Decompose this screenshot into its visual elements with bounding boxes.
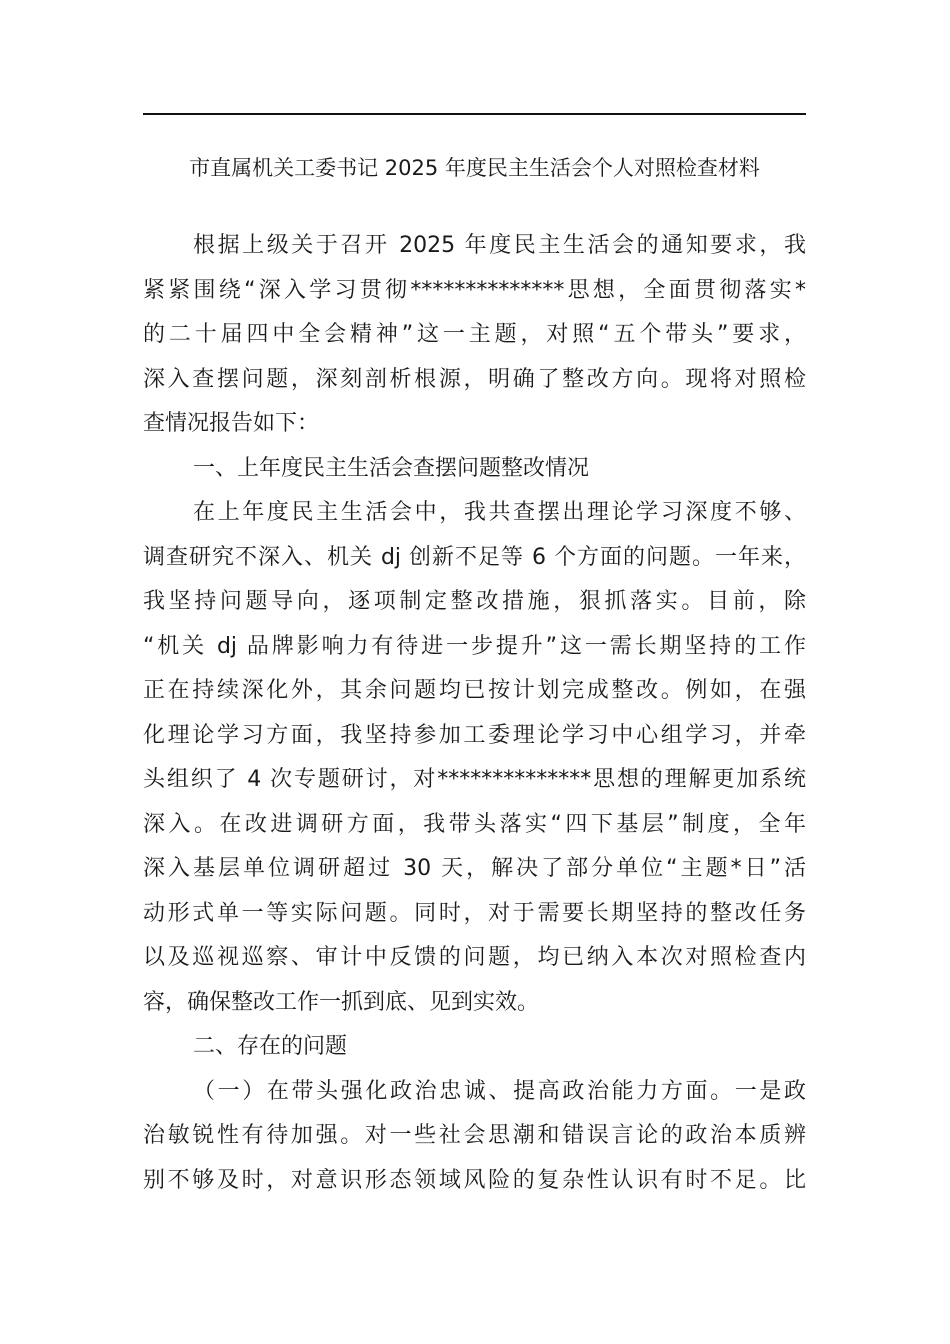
body-line: 深入基层单位调研超过 30 天，解决了部分单位“主题*日”活	[143, 856, 806, 881]
body-line: “机关 dj 品牌影响力有待进一步提升”这一需长期坚持的工作	[143, 633, 806, 659]
body-line: 动形式单一等实际问题。同时，对于需要长期坚持的整改任务	[143, 900, 806, 926]
body-line: 深入。在改进调研方面，我带头落实“四下基层”制度，全年	[143, 811, 806, 837]
body-line: 深入查摆问题，深刻剖析根源，明确了整改方向。现将对照检	[143, 366, 806, 392]
body-line: 根据上级关于召开 2025 年度民主生活会的通知要求，我	[193, 233, 806, 258]
body-line: 以及巡视巡察、审计中反馈的问题，均已纳入本次对照检查内	[143, 945, 806, 970]
body-line: 别不够及时，对意识形态领域风险的复杂性认识有时不足。比	[143, 1167, 806, 1193]
body-line: 我坚持问题导向，逐项制定整改措施，狠抓落实。目前，除	[143, 589, 806, 614]
document-title: 市直属机关工委书记 2025 年度民主生活会个人对照检查材料	[189, 156, 760, 180]
body-line: 在上年度民主生活会中，我共查摆出理论学习深度不够、	[193, 500, 806, 525]
body-line: 的二十届四中全会精神”这一主题，对照“五个带头”要求，	[143, 322, 806, 347]
body-line: 查情况报告如下：	[143, 411, 320, 436]
header-rule	[143, 113, 806, 115]
document-body	[143, 224, 806, 1203]
body-line: 头组织了 4 次专题研讨，对**************思想的理解更加系统	[143, 767, 806, 792]
body-line: 二、存在的问题	[193, 1034, 348, 1059]
body-line: 一、上年度民主生活会查摆问题整改情况	[193, 455, 590, 481]
body-line: 容，确保整改工作一抓到底、见到实效。	[143, 989, 540, 1015]
body-line: （一）在带头强化政治忠诚、提高政治能力方面。一是政	[193, 1078, 806, 1104]
body-line: 正在持续深化外，其余问题均已按计划完成整改。例如，在强	[143, 678, 806, 703]
body-line: 紧紧围绕“深入学习贯彻**************思想，全面贯彻落实*	[143, 277, 806, 303]
body-line: 化理论学习方面，我坚持参加工委理论学习中心组学习，并牵	[143, 722, 806, 748]
body-line: 调查研究不深入、机关 dj 创新不足等 6 个方面的问题。一年来，	[143, 544, 806, 570]
body-line: 治敏锐性有待加强。对一些社会思潮和错误言论的政治本质辨	[143, 1123, 806, 1148]
